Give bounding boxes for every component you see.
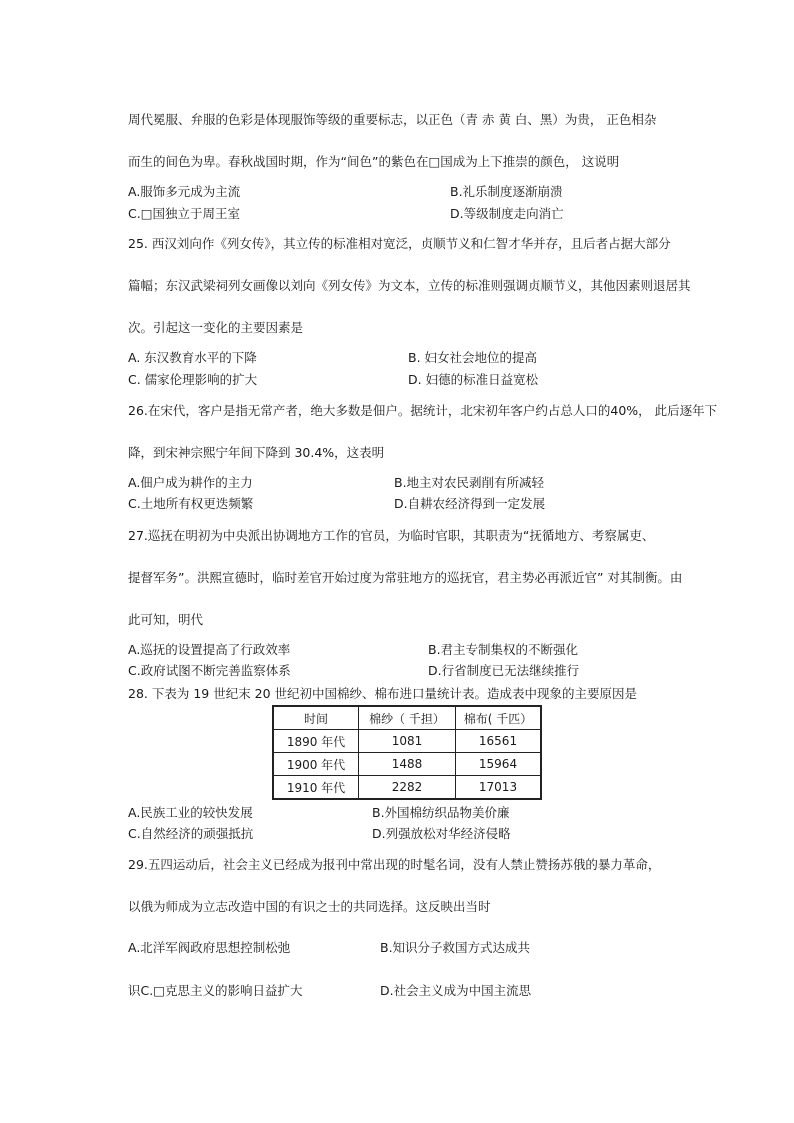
q27-option-c: C.政府试图不断完善监察体系: [128, 663, 291, 678]
table-cell: 16561: [456, 730, 542, 753]
q28-option-a: A.民族工业的较快发展: [128, 805, 253, 820]
table-row: [273, 753, 541, 776]
table-cell: 17013: [456, 776, 542, 800]
table-cell: 1890 年代: [273, 730, 359, 753]
q24-option-c: C.□国独立于周王室: [128, 206, 241, 221]
q28-option-c: C.自然经济的顽强抵抗: [128, 826, 254, 841]
q25-stem-line1: 25. 西汉刘向作《列女传》，其立传的标准相对宽泛，贞顺节义和仁智才华并存，且后者占据大部分: [128, 236, 671, 251]
q25-stem-line2: 篇幅；东汉武梁祠列女画像以刘向《列女传》为文本，立传的标准则强调贞顺节义，其他因素则退居其: [128, 278, 691, 293]
table-header-cell: 棉布( 千匹）: [456, 706, 542, 730]
table-header-row: [273, 706, 541, 730]
q26-option-c: C.土地所有权更迭频繁: [128, 496, 254, 511]
table-header-cell: 时间: [273, 706, 359, 730]
q26-stem-line2: 降，到宋神宗熙宁年间下降到 30.4%，这表明: [128, 445, 385, 460]
q27-option-a: A.巡抚的设置提高了行政效率: [128, 642, 291, 657]
table-cell: 2282: [359, 776, 456, 800]
import-statistics-table: [272, 705, 542, 800]
q26-stem-line1: 26.在宋代，客户是指无常产者，绝大多数是佃户。据统计，北宋初年客户约占总人口的40%， 此后逐年下: [128, 403, 718, 418]
q29-option-d: D.社会主义成为中国主流思: [380, 983, 532, 998]
q26-option-b: B.地主对农民剥削有所减轻: [394, 475, 545, 490]
table-cell: 1081: [359, 730, 456, 753]
q27-stem-line1: 27.巡抚在明初为中央派出协调地方工作的官员，为临时官职，其职责为“抚循地方、考察属吏、: [128, 528, 655, 543]
q26-option-d: D.自耕农经济得到一定发展: [394, 496, 546, 511]
table-header-cell: 棉纱（ 千担）: [359, 706, 456, 730]
table-row: [273, 730, 541, 753]
q24-option-d: D.等级制度走向消亡: [450, 206, 564, 221]
table-cell: 15964: [456, 753, 542, 776]
q24-stem-line1: 周代冕服、弁服的色彩是体现服饰等级的重要标志，以正色（青 赤 黄 白、黑）为贵， 正色相杂: [128, 112, 657, 127]
q27-stem-line3: 此可知，明代: [128, 612, 204, 627]
q25-option-c: C. 儒家伦理影响的扩大: [128, 372, 258, 387]
table-cell: 1900 年代: [273, 753, 359, 776]
table-row: [273, 776, 541, 800]
table-cell: 1910 年代: [273, 776, 359, 800]
q25-option-b: B. 妇女社会地位的提高: [408, 350, 538, 365]
table-cell: 1488: [359, 753, 456, 776]
q25-option-a: A. 东汉教育水平的下降: [128, 350, 257, 365]
q28-option-d: D.列强放松对华经济侵略: [372, 826, 511, 841]
q26-option-a: A.佃户成为耕作的主力: [128, 475, 253, 490]
q27-option-d: D.行省制度已无法继续推行: [428, 663, 580, 678]
q29-option-c: 识C.□克思主义的影响日益扩大: [128, 983, 303, 998]
q29-option-a: A.北洋军阀政府思想控制松弛: [128, 940, 291, 955]
q29-stem-line1: 29.五四运动后，社会主义已经成为报刊中常出现的时髦名词，没有人禁止赞扬苏俄的暴力革命，: [128, 857, 661, 872]
q28-option-b: B.外国棉纺织品物美价廉: [372, 805, 510, 820]
q27-option-b: B.君主专制集权的不断强化: [428, 642, 579, 657]
q27-stem-line2: 提督军务”。洪熙宣德时，临时差官开始过度为常驻地方的巡抚官，君主势必再派近官” 对其制衡。由: [128, 570, 683, 585]
q24-stem-line2: 而生的间色为卑。春秋战国时期，作为“间色”的紫色在□国成为上下推崇的颜色， 这说明: [128, 154, 620, 169]
q25-stem-line3: 次。引起这一变化的主要因素是: [128, 320, 304, 335]
q29-option-b: B.知识分子救国方式达成共: [380, 940, 531, 955]
q25-option-d: D. 妇德的标准日益宽松: [408, 372, 539, 387]
q28-stem-line1: 28. 下表为 19 世纪末 20 世纪初中国棉纱、棉布进口量统计表。造成表中现象的主要原因是: [128, 686, 638, 701]
q24-option-a: A.服饰多元成为主流: [128, 184, 241, 199]
q24-option-b: B.礼乐制度逐渐崩溃: [450, 184, 563, 199]
q29-stem-line2: 以俄为师成为立志改造中国的有识之士的共同选择。这反映出当时: [128, 899, 491, 914]
